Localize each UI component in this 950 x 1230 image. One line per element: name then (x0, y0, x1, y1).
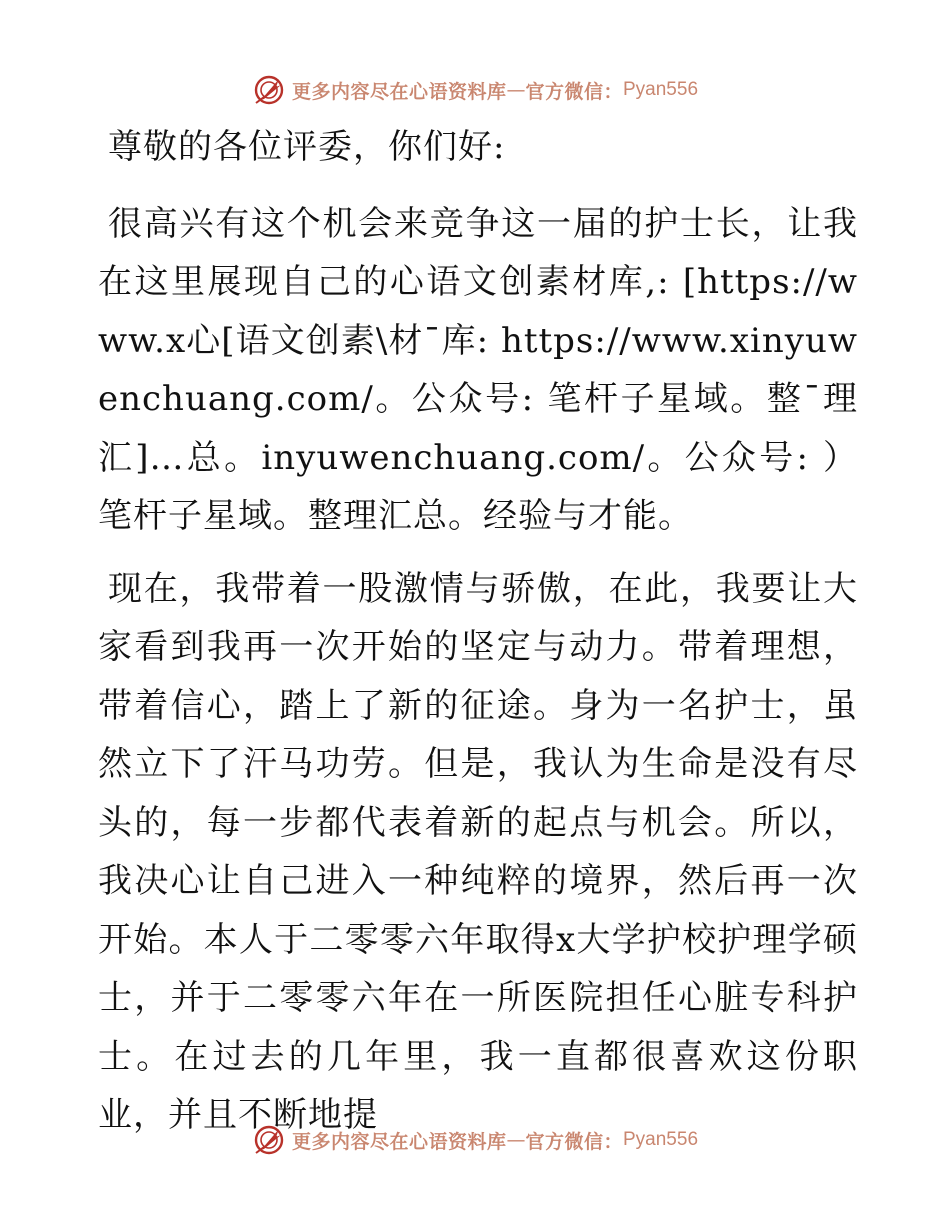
banner-wechat-id: Pyan556 (623, 1129, 699, 1150)
banner-wechat-id: Pyan556 (623, 79, 699, 100)
banner-main-text: 更多内容尽在心语资料库 (291, 80, 507, 103)
quill-logo-icon (252, 73, 286, 107)
banner-separator: — (506, 79, 526, 101)
banner-main-text: 更多内容尽在心语资料库 (291, 1130, 507, 1153)
document-body (98, 118, 858, 1159)
body-paragraph-1: 很高兴有这个机会来竞争这一届的护士长，让我在这里展现自己的心语文创素材库,: [https://www.x心[语文创素\材¯库: https://www.xinyuwenchuang.com/。公众号: 笔杆子星域。整¯理汇]…总。inyuwenchuang.com/。公众号: ）笔杆子星域。整理汇总。经验与才能。 (98, 203, 858, 536)
banner-wechat-label: 官方微信： (525, 1130, 623, 1153)
quill-logo-icon (252, 1123, 286, 1157)
banner-wechat-label: 官方微信： (525, 80, 623, 103)
body-paragraph-2: 现在，我带着一股激情与骄傲，在此，我要让大家看到我再一次开始的坚定与动力。带着理想，带着信心，踏上了新的征途。身为一名护士，虽然立下了汗马功劳。但是，我认为生命是没有尽头的，每一步都代表着新的起点与机会。所以，我决心让自己进入一种纯粹的境界，然后再一次开始。本人于二零零六年取得x大学护校护理学硕士，并于二零零六年在一所医院担任心脏专科护士。在过去的几年里，我一直都很喜欢这份职业，并且不断地提 (98, 568, 858, 1135)
footer-banner (0, 1120, 950, 1160)
header-banner (0, 70, 950, 110)
banner-separator: — (506, 1129, 526, 1151)
greeting-paragraph: 尊敬的各位评委，你们好: (108, 127, 506, 167)
